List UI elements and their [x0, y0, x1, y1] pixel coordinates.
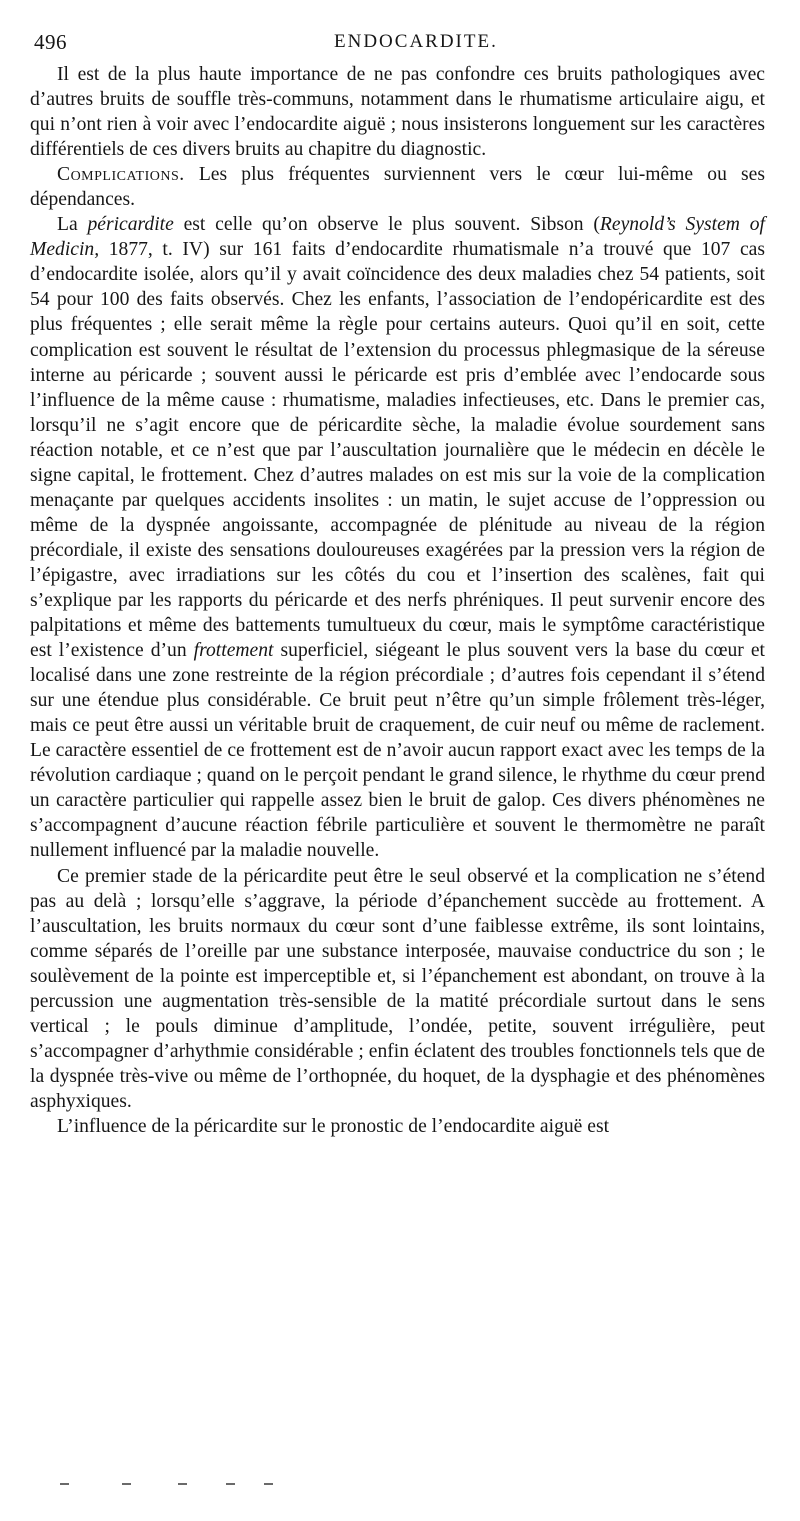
text-segment: La: [57, 214, 88, 236]
citation-title: Reynold’s System of Medicin,: [30, 214, 765, 261]
page-number: 496: [34, 30, 67, 54]
text-segment: 1877, t. IV) sur 161 faits d’endocardite rhumatismale n’a trouvé que 107 cas d’endocardite isolée, alors qu’il y avait coïncidence des deux maladies chez 54 patients, soit 54 pour 100 des faits observés. Chez les enfants, l’association de l’endopéricardite est des plus fréquentes ; elle serait même la règle pour certains auteurs. Quoi qu’il en soit, cette complication est souvent le résultat de l’extension du processus phlegmasique de la séreuse interne au péricarde ; souvent aussi le péricarde est pris d’emblée avec l’endocarde sous l’influence de la même cause : rhumatisme, maladies infectieuses, etc. Dans le premier cas, lorsqu’il ne s’agit encore que de péricardite sèche, la maladie évolue sourdement sans réaction notable, et ce n’est que par l’auscultation journalière que le médecin en décèle le signe capital, le frottement. Chez d’autres malades on est mis sur la voie de la complication menaçante par quelques accidents insolites : un matin, le sujet accuse de l’oppression ou même de la dyspnée angoissante, accompagnée de plénitude au niveau de la région précordiale, il existe des sensations douloureuses exagérées par la pression vers la région de l’épigastre, avec irradiations sur les côtés du cou et l’insertion des scalènes, fait qui s’explique par les rapports du péricarde et des nerfs phréniques. Il peut survenir encore des palpitations et même des battements tumultueux du cœur, mais le symptôme caractéristique est l’existence d’un: [30, 239, 765, 662]
paragraph-diagnostic-note: [30, 62, 765, 162]
text-segment: Ce premier stade de la péricardite peut être le seul observé et la complication ne s’étend pas au delà ; lorsqu’elle s’aggrave, la période d’épanchement succède au frottement. A l’auscultation, les bruits normaux du cœur sont d’une faiblesse extrême, ils sont lointains, comme séparés de l’oreille par une substance interposée, mauvaise conductrice du son ; le soulèvement de la pointe est imperceptible et, si l’épanchement est abondant, on trouve à la percussion une augmentation très-sensible de la matité précordiale surtout dans le sens vertical ; le pouls diminue d’amplitude, l’ondée, petite, souvent irrégulière, peut s’accompagner d’arhythmie considérable ; enfin éclatent des troubles fonctionnels tels que de la dyspnée très-vive ou même de l’orthopnée, du hoquet, de la dysphagie et des phénomènes asphyxiques.: [30, 865, 765, 1112]
print-mark: [122, 1483, 131, 1485]
text-segment: Il est de la plus haute importance de ne pas confondre ces bruits pathologiques avec d’autres bruits de souffle très-communs, notamment dans le rhumatisme articulaire aigu, et qui n’ont rien à voir avec l’endocardite aiguë ; nous insisterons longuement sur les caractères différentiels de ces divers bruits au chapitre du diagnostic.: [30, 64, 765, 161]
paragraph-complications: [30, 162, 765, 212]
footer-print-marks: [60, 1483, 380, 1493]
paragraph-pericardite: [30, 212, 765, 863]
paragraph-epanchement: [30, 864, 765, 1114]
term-pericardite: péricardite: [87, 214, 174, 236]
running-title: ENDOCARDITE.: [334, 31, 498, 52]
text-segment: Les plus fréquentes surviennent vers le cœur lui-même ou ses dépendances.: [30, 164, 765, 211]
section-heading-complications: Complications.: [57, 164, 185, 186]
print-mark: [178, 1483, 187, 1485]
print-mark: [226, 1483, 235, 1485]
print-mark: [60, 1483, 69, 1485]
term-frottement: frottement: [193, 640, 274, 662]
print-mark: [264, 1483, 273, 1485]
text-segment: superficiel, siégeant le plus souvent vers la base du cœur et localisé dans une zone restreinte de la région précordiale ; d’autres fois cependant il s’étend sur une étendue plus considérable. Ce bruit peut n’être qu’un simple frôlement très-léger, mais ce peut être aussi un véritable bruit de craquement, de cuir neuf ou même de raclement. Le caractère essentiel de ce frottement est de n’avoir aucun rapport exact avec les temps de la révolution cardiaque ; quand on le perçoit pendant le grand silence, le rhythme du cœur prend un caractère particulier qui rappelle assez bien le bruit de galop. Ces divers phénomènes ne s’accompagnent d’aucune réaction fébrile particulière et souvent le thermomètre ne paraît nullement influencé par la maladie nouvelle.: [30, 640, 765, 862]
text-segment: est celle qu’on observe le plus souvent. Sibson (: [173, 214, 600, 236]
body-text: [30, 62, 765, 1139]
running-head: [34, 30, 774, 54]
paragraph-pronostic: [30, 1114, 765, 1139]
text-segment: L’influence de la péricardite sur le pronostic de l’endocardite aiguë est: [57, 1115, 610, 1137]
